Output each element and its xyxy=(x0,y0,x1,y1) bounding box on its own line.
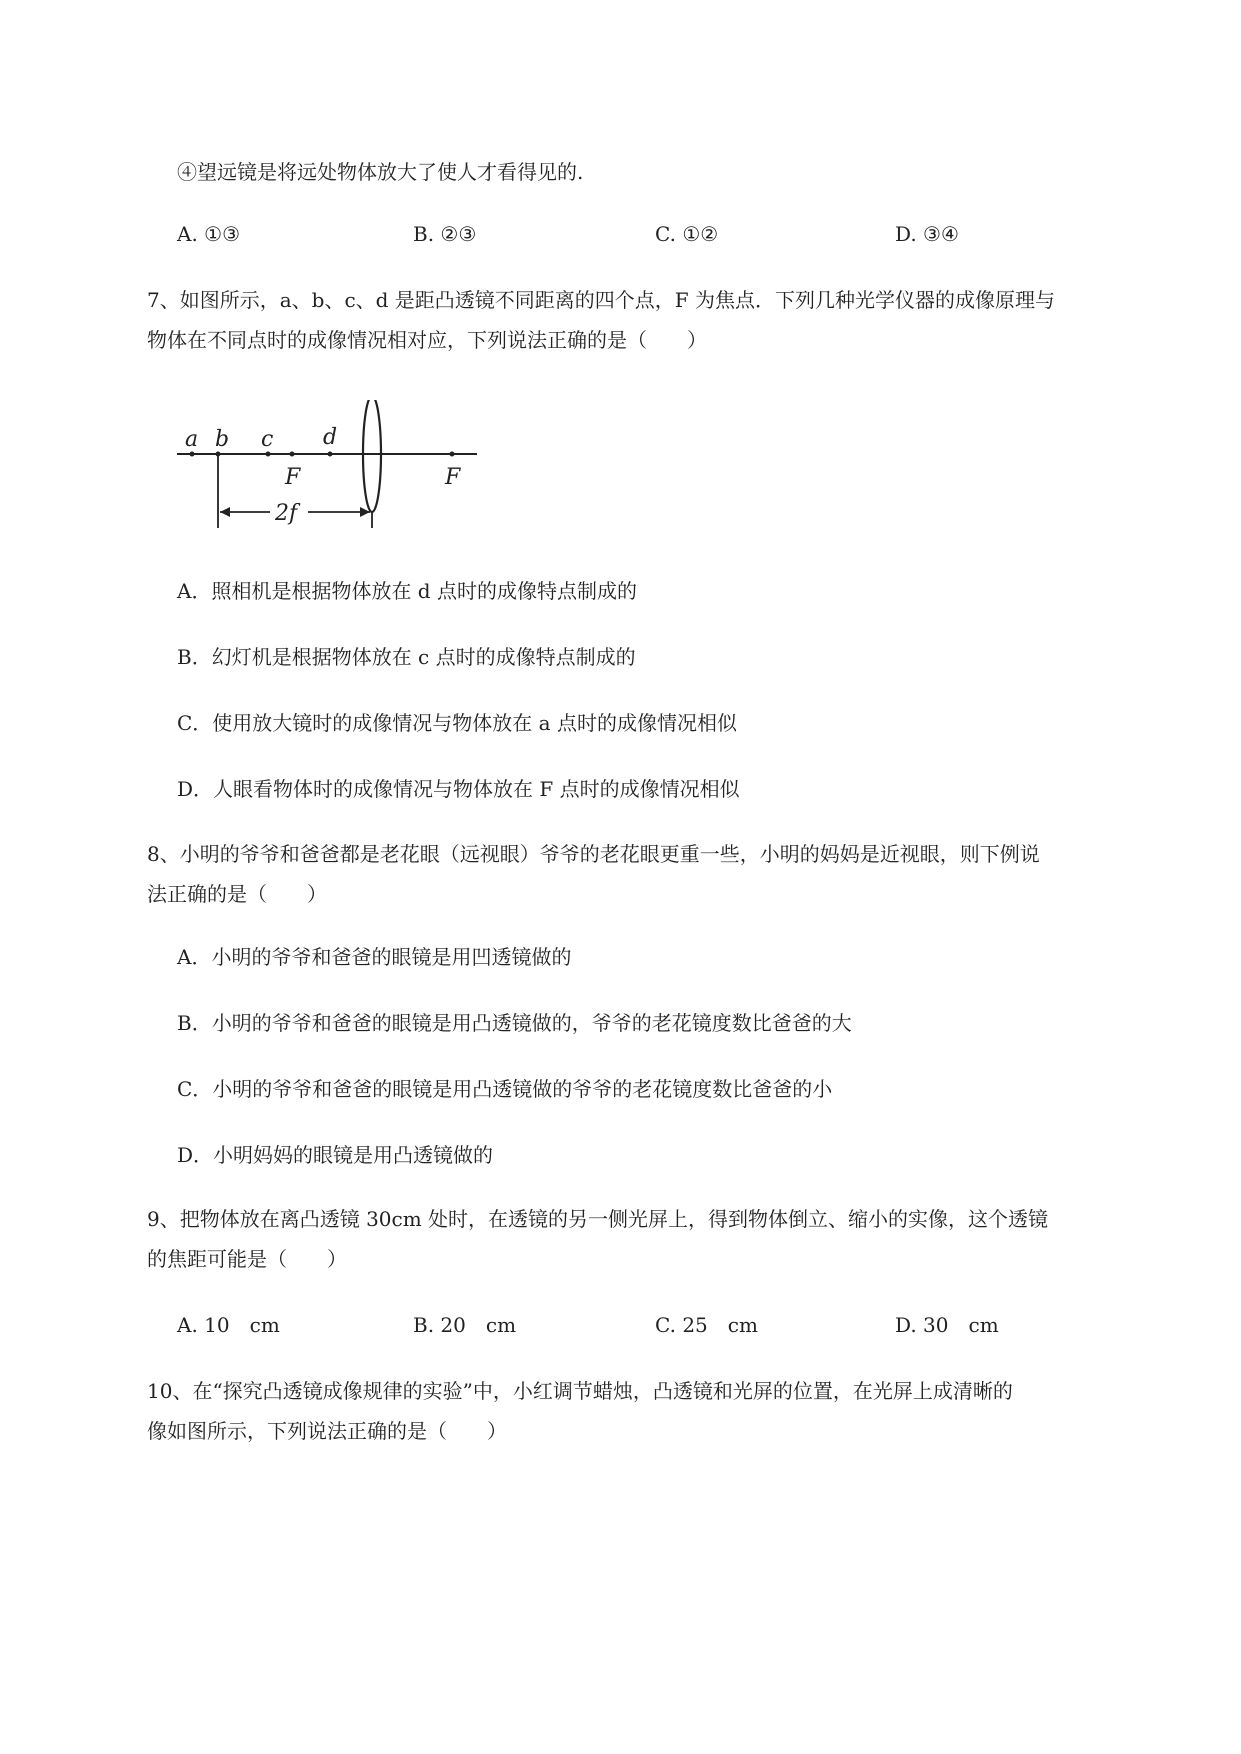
point-a-label: a xyxy=(185,427,199,452)
q9-option-d: D. 30 cm xyxy=(895,1313,999,1337)
point-b-label: b xyxy=(215,427,230,452)
q7-option-a: A．照相机是根据物体放在 d 点时的成像特点制成的 xyxy=(177,579,637,603)
q9-stem-line-1: 9、把物体放在离凸透镜 30cm 处时，在透镜的另一侧光屏上，得到物体倒立、缩小的实像，这个透镜 xyxy=(147,1207,1049,1231)
q7-stem-line-2: 物体在不同点时的成像情况相对应，下列说法正确的是（ ） xyxy=(147,328,707,352)
q10-stem-line-2: 像如图所示，下列说法正确的是（ ） xyxy=(147,1419,507,1443)
q6-option-b: B. ②③ xyxy=(413,222,477,246)
point-a-dot xyxy=(190,452,195,457)
q7-option-c: C．使用放大镜时的成像情况与物体放在 a 点时的成像情况相似 xyxy=(177,711,737,735)
q10-stem-line-1: 10、在“探究凸透镜成像规律的实验”中，小红调节蜡烛，凸透镜和光屏的位置，在光屏上成清晰的 xyxy=(147,1379,1013,1403)
q7-option-d: D．人眼看物体时的成像情况与物体放在 F 点时的成像情况相似 xyxy=(177,777,740,801)
dimension-arrow-left xyxy=(220,507,230,517)
q6-statement-4: ④望远镜是将远处物体放大了使人才看得见的. xyxy=(177,160,584,184)
q9-option-b: B. 20 cm xyxy=(413,1313,517,1337)
point-c-label: c xyxy=(261,427,274,452)
point-d-dot xyxy=(328,452,333,457)
q7-lens-diagram xyxy=(175,400,495,540)
q8-option-b: B．小明的爷爷和爸爸的眼镜是用凸透镜做的，爷爷的老花镜度数比爸爸的大 xyxy=(177,1011,852,1035)
q6-option-d: D. ③④ xyxy=(895,222,959,246)
q6-options xyxy=(0,220,1241,248)
distance-2f-label: 2f xyxy=(275,501,298,526)
q9-stem-line-2: 的焦距可能是（ ） xyxy=(147,1247,347,1271)
q9-option-c: C. 25 cm xyxy=(655,1313,758,1337)
focus-right-dot xyxy=(450,452,455,457)
point-d-label: d xyxy=(323,425,338,450)
q8-stem-line-2: 法正确的是（ ） xyxy=(147,882,327,906)
focus-right-label: F xyxy=(445,465,461,490)
q9-option-a: A. 10 cm xyxy=(177,1313,280,1337)
focus-left-dot xyxy=(290,452,295,457)
q6-option-c: C. ①② xyxy=(655,222,719,246)
point-c-dot xyxy=(266,452,271,457)
convex-lens xyxy=(363,400,381,512)
q8-option-c: C．小明的爷爷和爸爸的眼镜是用凸透镜做的爷爷的老花镜度数比爸爸的小 xyxy=(177,1077,833,1101)
q9-options xyxy=(0,1311,1241,1339)
focus-left-label: F xyxy=(285,465,301,490)
q7-stem-line-1: 7、如图所示，a、b、c、d 是距凸透镜不同距离的四个点，F 为焦点．下列几种光学仪器的成像原理与 xyxy=(147,288,1056,312)
q7-option-b: B．幻灯机是根据物体放在 c 点时的成像特点制成的 xyxy=(177,645,636,669)
q6-option-a: A. ①③ xyxy=(177,222,241,246)
q8-option-d: D．小明妈妈的眼镜是用凸透镜做的 xyxy=(177,1143,494,1167)
q8-option-a: A．小明的爷爷和爸爸的眼镜是用凹透镜做的 xyxy=(177,945,572,969)
q8-stem-line-1: 8、小明的爷爷和爸爸都是老花眼（远视眼）爷爷的老花眼更重一些，小明的妈妈是近视眼，则下例说 xyxy=(147,842,1040,866)
